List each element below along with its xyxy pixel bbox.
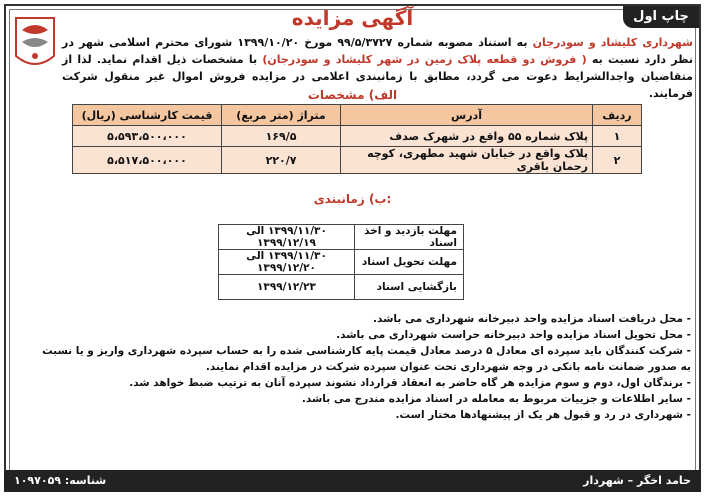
org-name: شهرداری کلیشاد و سودرجان: [532, 36, 693, 49]
schedule-table: [218, 224, 464, 300]
note-item: - برندگان اول، دوم و سوم مزایده هر گاه حاضر به انعقاد قرارداد نشوند سپرده آنان به ترتیب ضبط خواهد شد.: [129, 377, 691, 389]
notes-list: [30, 311, 691, 423]
intro-part2: با مشخصات ذیل اقدام نماید. لذا از متقاضیان واجدالشرایط دعوت می گردد، مطابق با زمانبندی اعلامی در مزایده فروش اموال غیر منقول شرکت فرمایند.: [62, 53, 693, 100]
table-row: [73, 147, 642, 174]
cell-row: ۱: [593, 126, 642, 147]
cell-address: پلاک شماره ۵۵ واقع در شهرک صدف: [341, 126, 593, 147]
schedule-row: [219, 250, 464, 275]
col-area: متراژ (متر مربع): [222, 105, 341, 126]
schedule-value: ۱۳۹۹/۱۱/۳۰ الی ۱۳۹۹/۱۲/۱۹: [219, 225, 355, 250]
col-row: ردیف: [593, 105, 642, 126]
section-b-heading: ب) زمانبندی:: [313, 192, 392, 206]
note-item: - سایر اطلاعات و جزییات مربوط به معامله در اسناد مزایده مندرج می باشد.: [301, 393, 691, 405]
note-item: - شهرداری در رد و قبول هر یک از پیشنهادها مختار است.: [395, 409, 691, 421]
spec-table: [72, 104, 642, 174]
notice-id: شناسه: ۱۰۹۷۰۵۹: [14, 474, 107, 487]
spec-table-header: [73, 105, 642, 126]
cell-price: ۵،۵۹۳،۵۰۰،۰۰۰: [73, 126, 222, 147]
note-item: - محل تحویل اسناد مزایده واحد دبیرخانه حراست شهرداری می باشد.: [336, 329, 691, 341]
cell-area: ۱۶۹/۵: [222, 126, 341, 147]
section-a-heading: الف) مشخصات: [307, 88, 398, 102]
schedule-row: [219, 275, 464, 300]
table-row: [73, 126, 642, 147]
note-item: - محل دریافت اسناد مزایده واحد دبیرخانه شهرداری می باشد.: [373, 313, 691, 325]
schedule-value: ۱۳۹۹/۱۲/۲۳: [219, 275, 355, 300]
note-item: - شرکت کنندگان باید سپرده ای معادل ۵ درصد معادل قیمت پایه کارشناسی شده را به حساب سپرده شهرداری واریز و یا نسبت به صدور ضمانت نامه بانکی در وجه شهرداری تحت عنوان سپرده شرکت در مزایده اقدام نمایند.: [42, 345, 691, 373]
cell-price: ۵،۵۱۷،۵۰۰،۰۰۰: [73, 147, 222, 174]
cell-row: ۲: [593, 147, 642, 174]
col-price: قیمت کارشناسی (ریال): [73, 105, 222, 126]
col-address: آدرس: [341, 105, 593, 126]
schedule-label: مهلت بازدید و اخذ اسناد: [355, 225, 464, 250]
print-edition-badge: چاپ اول: [623, 6, 699, 28]
cell-address: پلاک واقع در خیابان شهید مطهری، کوچه رحمان باقری: [341, 147, 593, 174]
intro-part1: به استناد مصوبه شماره ۹۹/۵/۳۷۲۷ مورخ ۱۳۹۹/۱۰/۲۰ شورای محترم اسلامی شهر در نظر دارد نسبت به: [62, 36, 693, 66]
intro-subject: ( فروش دو قطعه پلاک زمین در شهر کلیشاد و سودرجان): [262, 53, 587, 66]
footer-bar: [4, 470, 701, 492]
schedule-row: [219, 225, 464, 250]
cell-area: ۲۲۰/۷: [222, 147, 341, 174]
schedule-label: مهلت تحویل اسناد: [355, 250, 464, 275]
schedule-label: بازگشایی اسناد: [355, 275, 464, 300]
schedule-value: ۱۳۹۹/۱۱/۳۰ الی ۱۳۹۹/۱۲/۲۰: [219, 250, 355, 275]
signer: حامد اخگر – شهردار: [583, 474, 691, 487]
page-title: آگهی مزایده: [291, 6, 414, 30]
